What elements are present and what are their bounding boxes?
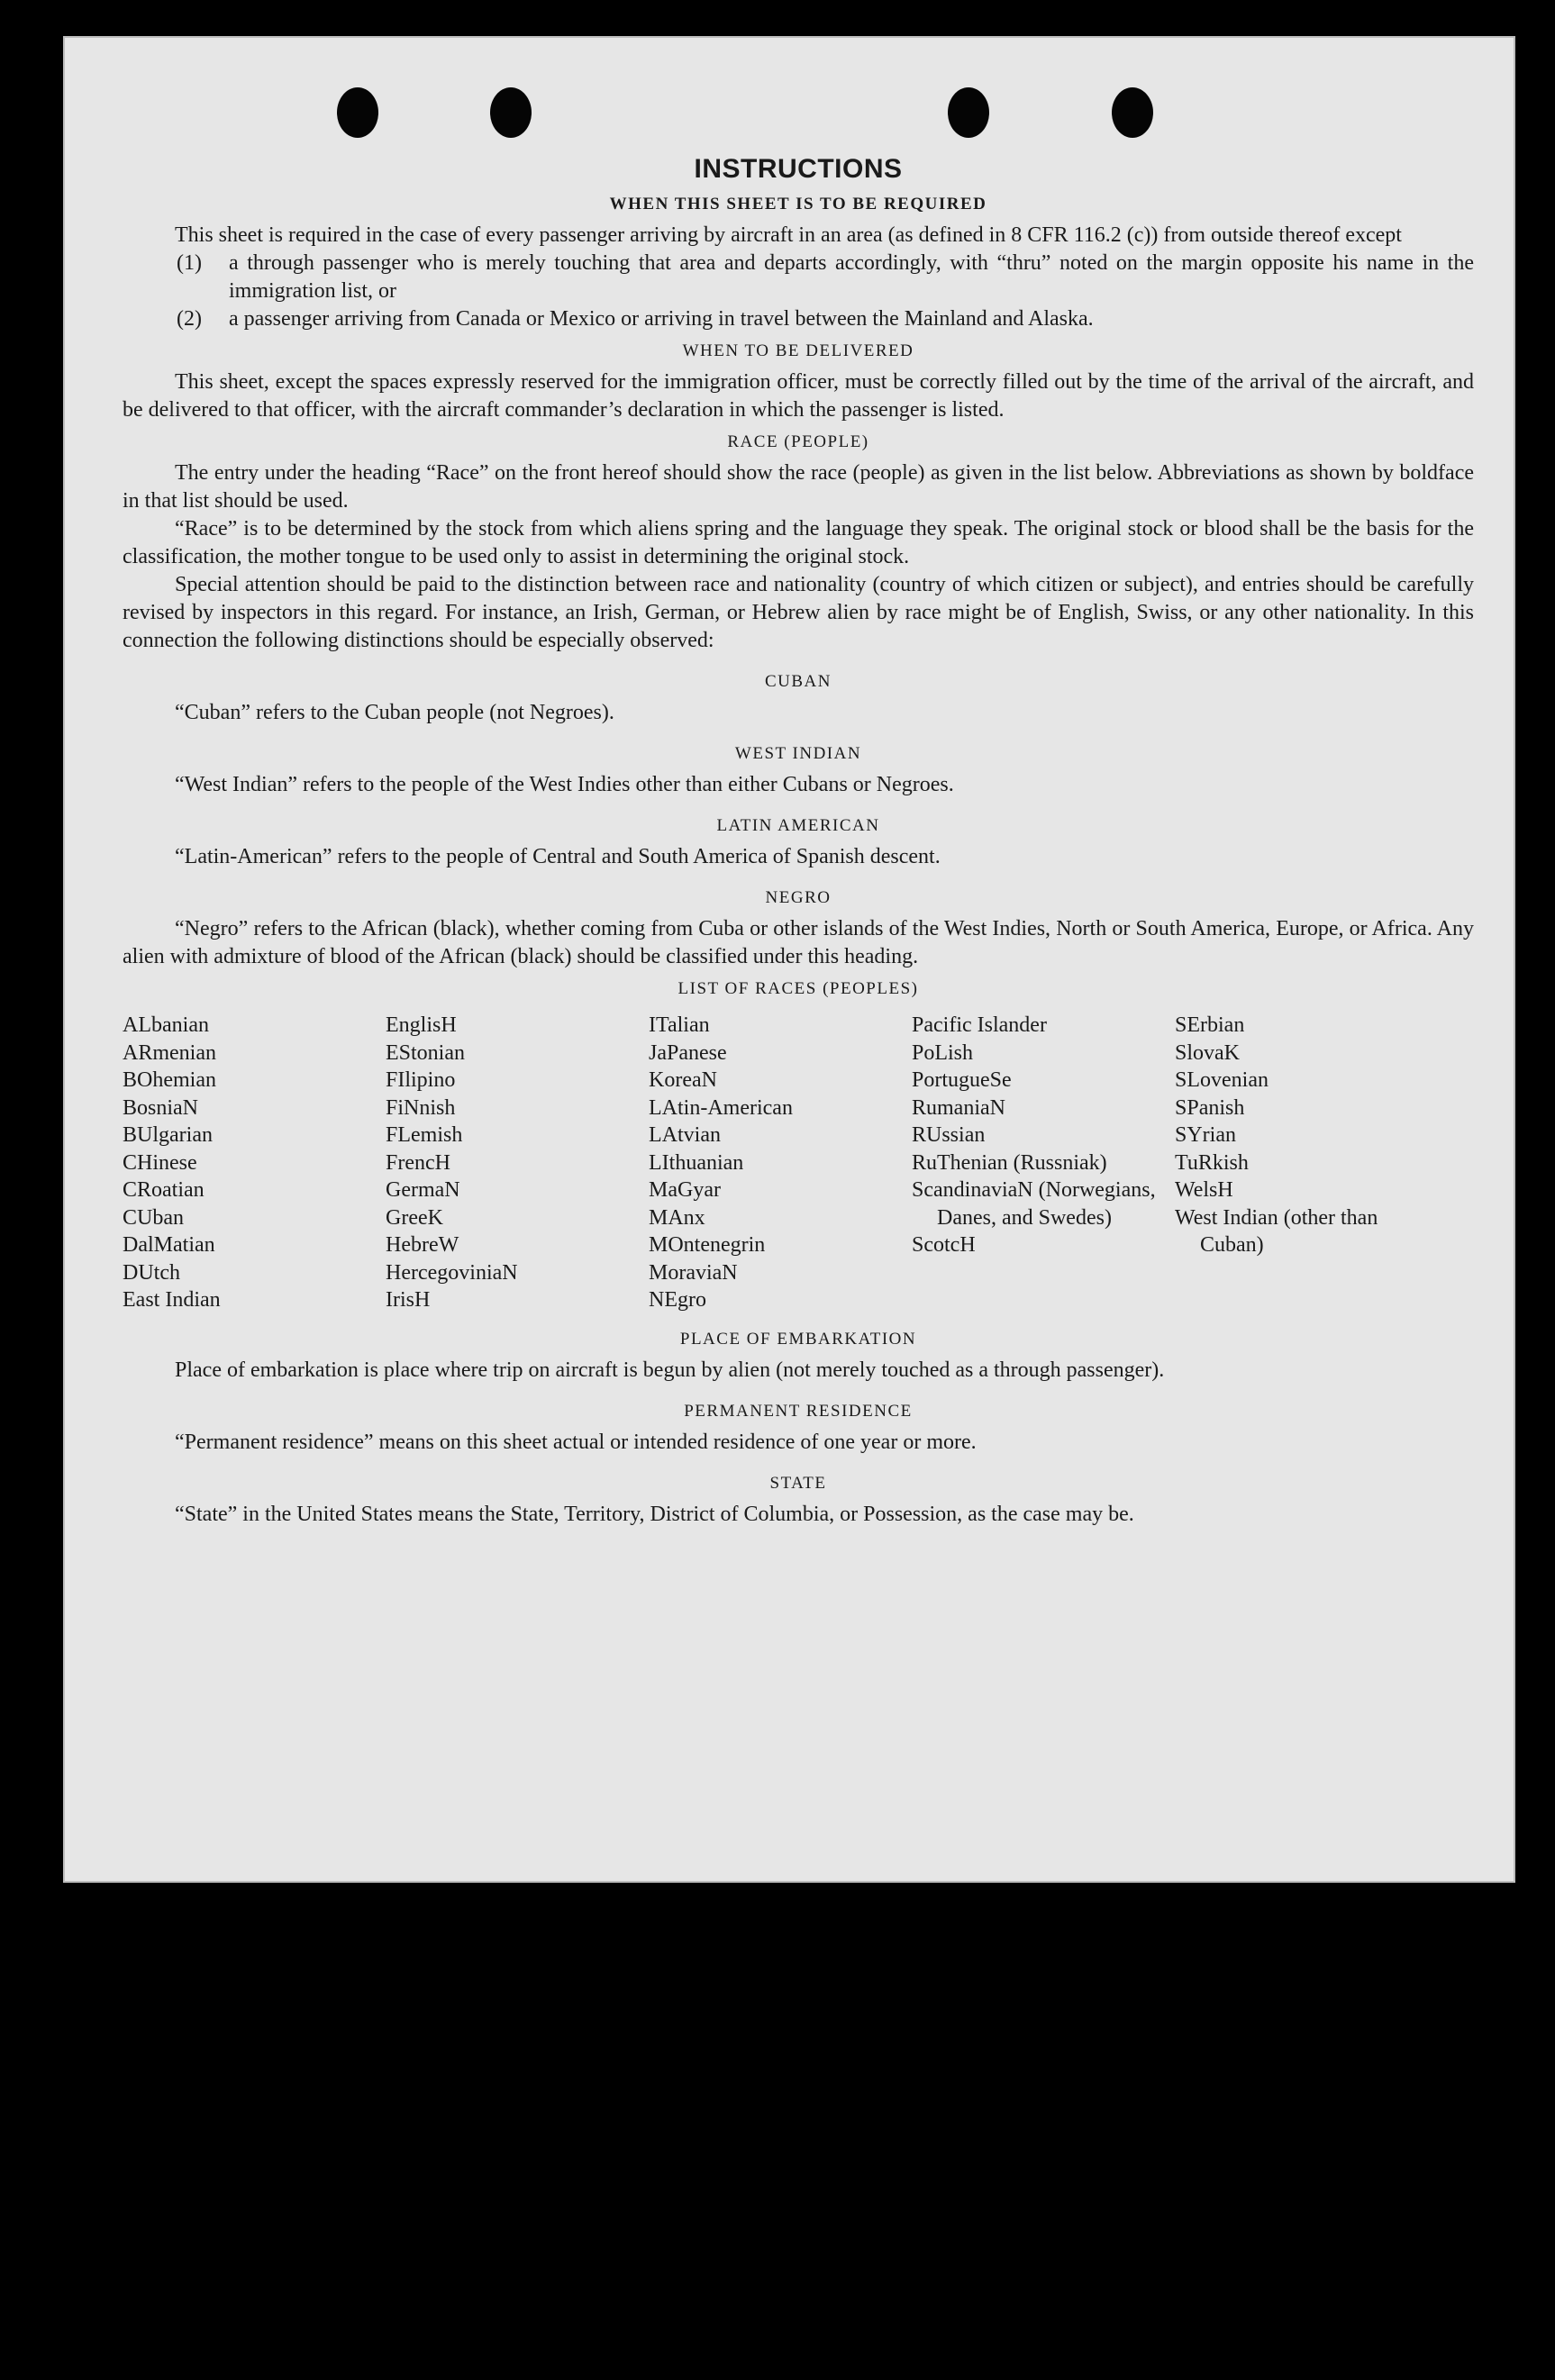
exception-item: [177, 250, 1474, 305]
race-entry: ITalian: [649, 1013, 710, 1037]
race-entry: SlovaK: [1175, 1040, 1240, 1065]
heading-cuban: CUBAN: [764, 672, 832, 691]
delivered-text: This sheet, except the spaces expressly reserved for the immigration officer, must be correctly filled out by the time of the arrival of the aircraft, and be delivered to that officer, with the aircraft commander’s declaration in which the passenger is listed.: [123, 370, 1474, 422]
heading-delivered: WHEN TO BE DELIVERED: [682, 341, 914, 360]
heading-permanent-residence: PERMANENT RESIDENCE: [684, 1401, 913, 1421]
race-entry: EnglisH: [386, 1013, 457, 1037]
race-entry: MAnx: [649, 1205, 705, 1230]
page-title: INSTRUCTIONS: [694, 154, 903, 184]
document-page: [63, 36, 1515, 1883]
state-text: “State” in the United States means the State, Territory, District of Columbia, or Possession, as the case may be.: [175, 1502, 1134, 1526]
race-entry: RUssian: [912, 1123, 986, 1147]
exception-text: a passenger arriving from Canada or Mexico or arriving in travel between the Mainland and Alaska.: [229, 307, 1094, 331]
race-entry: PoLish: [912, 1040, 974, 1065]
race-paragraph-2: “Race” is to be determined by the stock from which aliens spring and the language they speak. The original stock or blood shall be the basis for the classification, the mother tongue to be used only to assist in determining the original stock.: [123, 517, 1474, 568]
spacer: [123, 727, 1474, 736]
race-entry: East Indian: [123, 1288, 221, 1312]
races-column: [912, 1012, 1175, 1314]
spacer: [123, 799, 1474, 808]
race-paragraph-3: Special attention should be paid to the distinction between race and nationality (country of which citizen or subject), and entries should be carefully revised by inspectors in this regard. For instance, an Irish, German, or Hebrew alien by race might be of English, Swiss, or any other nationality. In this connection the following distinctions should be especially observed:: [123, 573, 1474, 652]
race-entry: HercegoviniaN: [386, 1260, 518, 1285]
race-entry: LIthuanian: [649, 1150, 744, 1175]
race-entry: SYrian: [1175, 1123, 1236, 1147]
heading-state: STATE: [769, 1473, 827, 1493]
punch-hole: [337, 87, 378, 138]
exception-item: [177, 305, 1474, 333]
race-entry: FLemish: [386, 1123, 463, 1147]
heading-embarkation: PLACE OF EMBARKATION: [679, 1329, 917, 1349]
heading-race: RACE (PEOPLE): [727, 432, 869, 451]
race-entry: LAtin-American: [649, 1095, 793, 1120]
races-column: [649, 1012, 912, 1314]
spacer: [123, 655, 1474, 664]
race-entry: FiNnish: [386, 1095, 456, 1120]
race-entry: MOntenegrin: [649, 1233, 766, 1257]
heading-west-indian: WEST INDIAN: [734, 744, 862, 763]
races-column: [386, 1012, 649, 1314]
latin-american-text: “Latin-American” refers to the people of Central and South America of Spanish descent.: [175, 845, 941, 868]
race-entry: LAtvian: [649, 1123, 721, 1147]
race-entry: CHinese: [123, 1150, 197, 1175]
race-entry: MaGyar: [649, 1178, 721, 1202]
punch-hole: [490, 87, 532, 138]
punch-hole: [1112, 87, 1153, 138]
race-entry: BosniaN: [123, 1095, 198, 1120]
heading-negro: NEGRO: [765, 888, 832, 907]
race-entry: IrisH: [386, 1288, 431, 1312]
embarkation-text: Place of embarkation is place where trip on aircraft is begun by alien (not merely touched as a through passenger).: [175, 1358, 1165, 1382]
exception-text: a through passenger who is merely touching that area and departs accordingly, with “thru” noted on the margin opposite his name in the immigration list, or: [229, 251, 1474, 303]
race-entry: RumaniaN: [912, 1095, 1005, 1120]
race-entry: CUban: [123, 1205, 184, 1230]
spacer: [123, 1457, 1474, 1466]
exception-number: (1): [177, 251, 202, 275]
race-entry: FIlipino: [386, 1068, 456, 1092]
race-entry: ScotcH: [912, 1233, 976, 1257]
spacer: [123, 1385, 1474, 1394]
races-list: [123, 1012, 1474, 1314]
races-column: [123, 1012, 386, 1314]
race-entry: SPanish: [1175, 1095, 1245, 1120]
races-column: [1175, 1012, 1438, 1314]
instructions-content: [123, 155, 1474, 1529]
race-entry: NEgro: [649, 1288, 706, 1312]
race-entry: TuRkish: [1175, 1150, 1249, 1175]
race-entry: Pacific Islander: [912, 1013, 1047, 1037]
race-entry: BUlgarian: [123, 1123, 213, 1147]
exception-number: (2): [177, 307, 202, 331]
race-paragraph-1: The entry under the heading “Race” on the front hereof should show the race (people) as given in the list below. Abbreviations as shown by boldface in that list should be used.: [123, 461, 1474, 513]
race-entry: FrencH: [386, 1150, 450, 1175]
cuban-text: “Cuban” refers to the Cuban people (not Negroes).: [175, 701, 614, 724]
race-entry: CRoatian: [123, 1178, 205, 1202]
race-entry: DalMatian: [123, 1233, 215, 1257]
heading-required: WHEN THIS SHEET IS TO BE REQUIRED: [609, 195, 987, 213]
race-entry: RuThenian (Russniak): [912, 1150, 1107, 1175]
residence-text: “Permanent residence” means on this sheet actual or intended residence of one year or more.: [175, 1430, 977, 1454]
heading-list-of-races: LIST OF RACES (PEOPLES): [677, 979, 919, 998]
race-entry: GermaN: [386, 1178, 460, 1202]
race-entry: DUtch: [123, 1260, 180, 1285]
race-entry: SLovenian: [1175, 1068, 1269, 1092]
race-entry: MoraviaN: [649, 1260, 738, 1285]
race-entry: BOhemian: [123, 1068, 216, 1092]
race-entry: SErbian: [1175, 1013, 1245, 1037]
race-entry: HebreW: [386, 1233, 459, 1257]
race-entry: KoreaN: [649, 1068, 717, 1092]
race-entry: EStonian: [386, 1040, 465, 1065]
spacer: [123, 871, 1474, 880]
race-entry: WelsH: [1175, 1178, 1233, 1202]
heading-latin-american: LATIN AMERICAN: [716, 816, 880, 835]
punch-hole: [948, 87, 989, 138]
race-entry: ScandinaviaN (Norwegians, Danes, and Swedes): [912, 1178, 1156, 1230]
race-entry: PortugueSe: [912, 1068, 1012, 1092]
negro-text: “Negro” refers to the African (black), whether coming from Cuba or other islands of the West Indies, North or South America, Europe, or Africa. Any alien with admixture of blood of the African (black) should be classified under this heading.: [123, 917, 1474, 968]
required-intro: This sheet is required in the case of every passenger arriving by aircraft in an area (as defined in 8 CFR 116.2 (c)) from outside thereof except: [175, 223, 1402, 247]
race-entry: West Indian (other than Cuban): [1175, 1205, 1378, 1257]
race-entry: GreeK: [386, 1205, 443, 1230]
race-entry: ARmenian: [123, 1040, 216, 1065]
race-entry: JaPanese: [649, 1040, 727, 1065]
west-indian-text: “West Indian” refers to the people of the West Indies other than either Cubans or Negroes.: [175, 773, 954, 796]
race-entry: ALbanian: [123, 1013, 209, 1037]
